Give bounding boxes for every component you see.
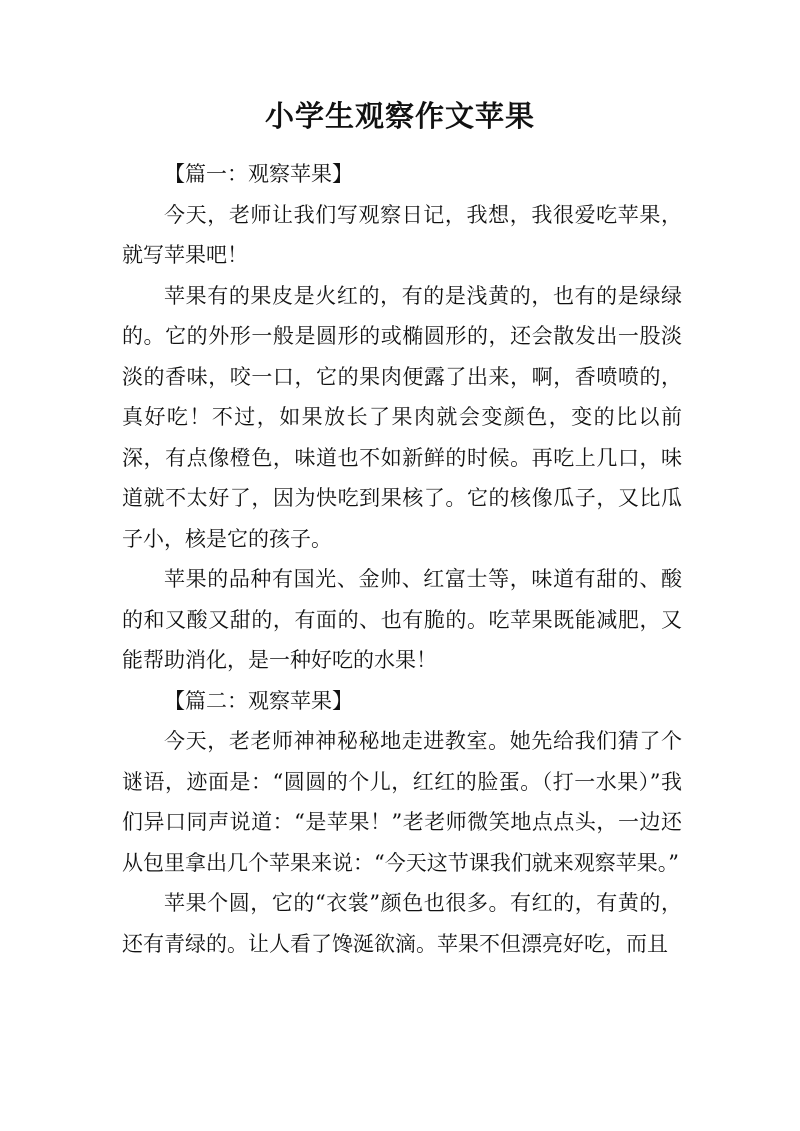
paragraph: 苹果有的果皮是火红的，有的是浅黄的，也有的是绿绿的。它的外形一般是圆形的或椭圆形的，还会散发出一股淡淡的香味，咬一口，它的果肉便露了出来，啊，香喷喷的，真好吃！不过，如果放长了果肉就会变颜色，变的比以前深，有点像橙色，味道也不如新鲜的时候。再吃上几口，味道就不太好了，因为快吃到果核了。它的核像瓜子，又比瓜子小，核是它的孩子。 xyxy=(122,283,682,551)
document-body xyxy=(122,154,682,964)
section-heading-1: 【篇一：观察苹果】 xyxy=(164,162,353,186)
paragraph: 苹果个圆，它的“衣裳”颜色也很多。有红的，有黄的，还有青绿的。让人看了馋涎欲滴。苹果不但漂亮好吃，而且 xyxy=(122,891,682,956)
section-heading-2: 【篇二：观察苹果】 xyxy=(164,688,353,713)
paragraph: 苹果的品种有国光、金帅、红富士等，味道有甜的、酸的和又酸又甜的，有面的、也有脆的。吃苹果既能减肥，又能帮助消化，是一种好吃的水果！ xyxy=(122,567,682,672)
paragraph: 今天，老师让我们写观察日记，我想，我很爱吃苹果，就写苹果吧！ xyxy=(122,202,682,267)
document-title: 小学生观察作文苹果 xyxy=(264,99,535,133)
paragraph: 今天，老老师神神秘秘地走进教室。她先给我们猜了个谜语，迹面是：“圆圆的个儿，红红的脸蛋。（打一水果）”我们异口同声说道：“是苹果！”老老师微笑地点点头，一边还从包里拿出几个苹果来说：“今天这节课我们就来观察苹果。” xyxy=(122,729,682,875)
